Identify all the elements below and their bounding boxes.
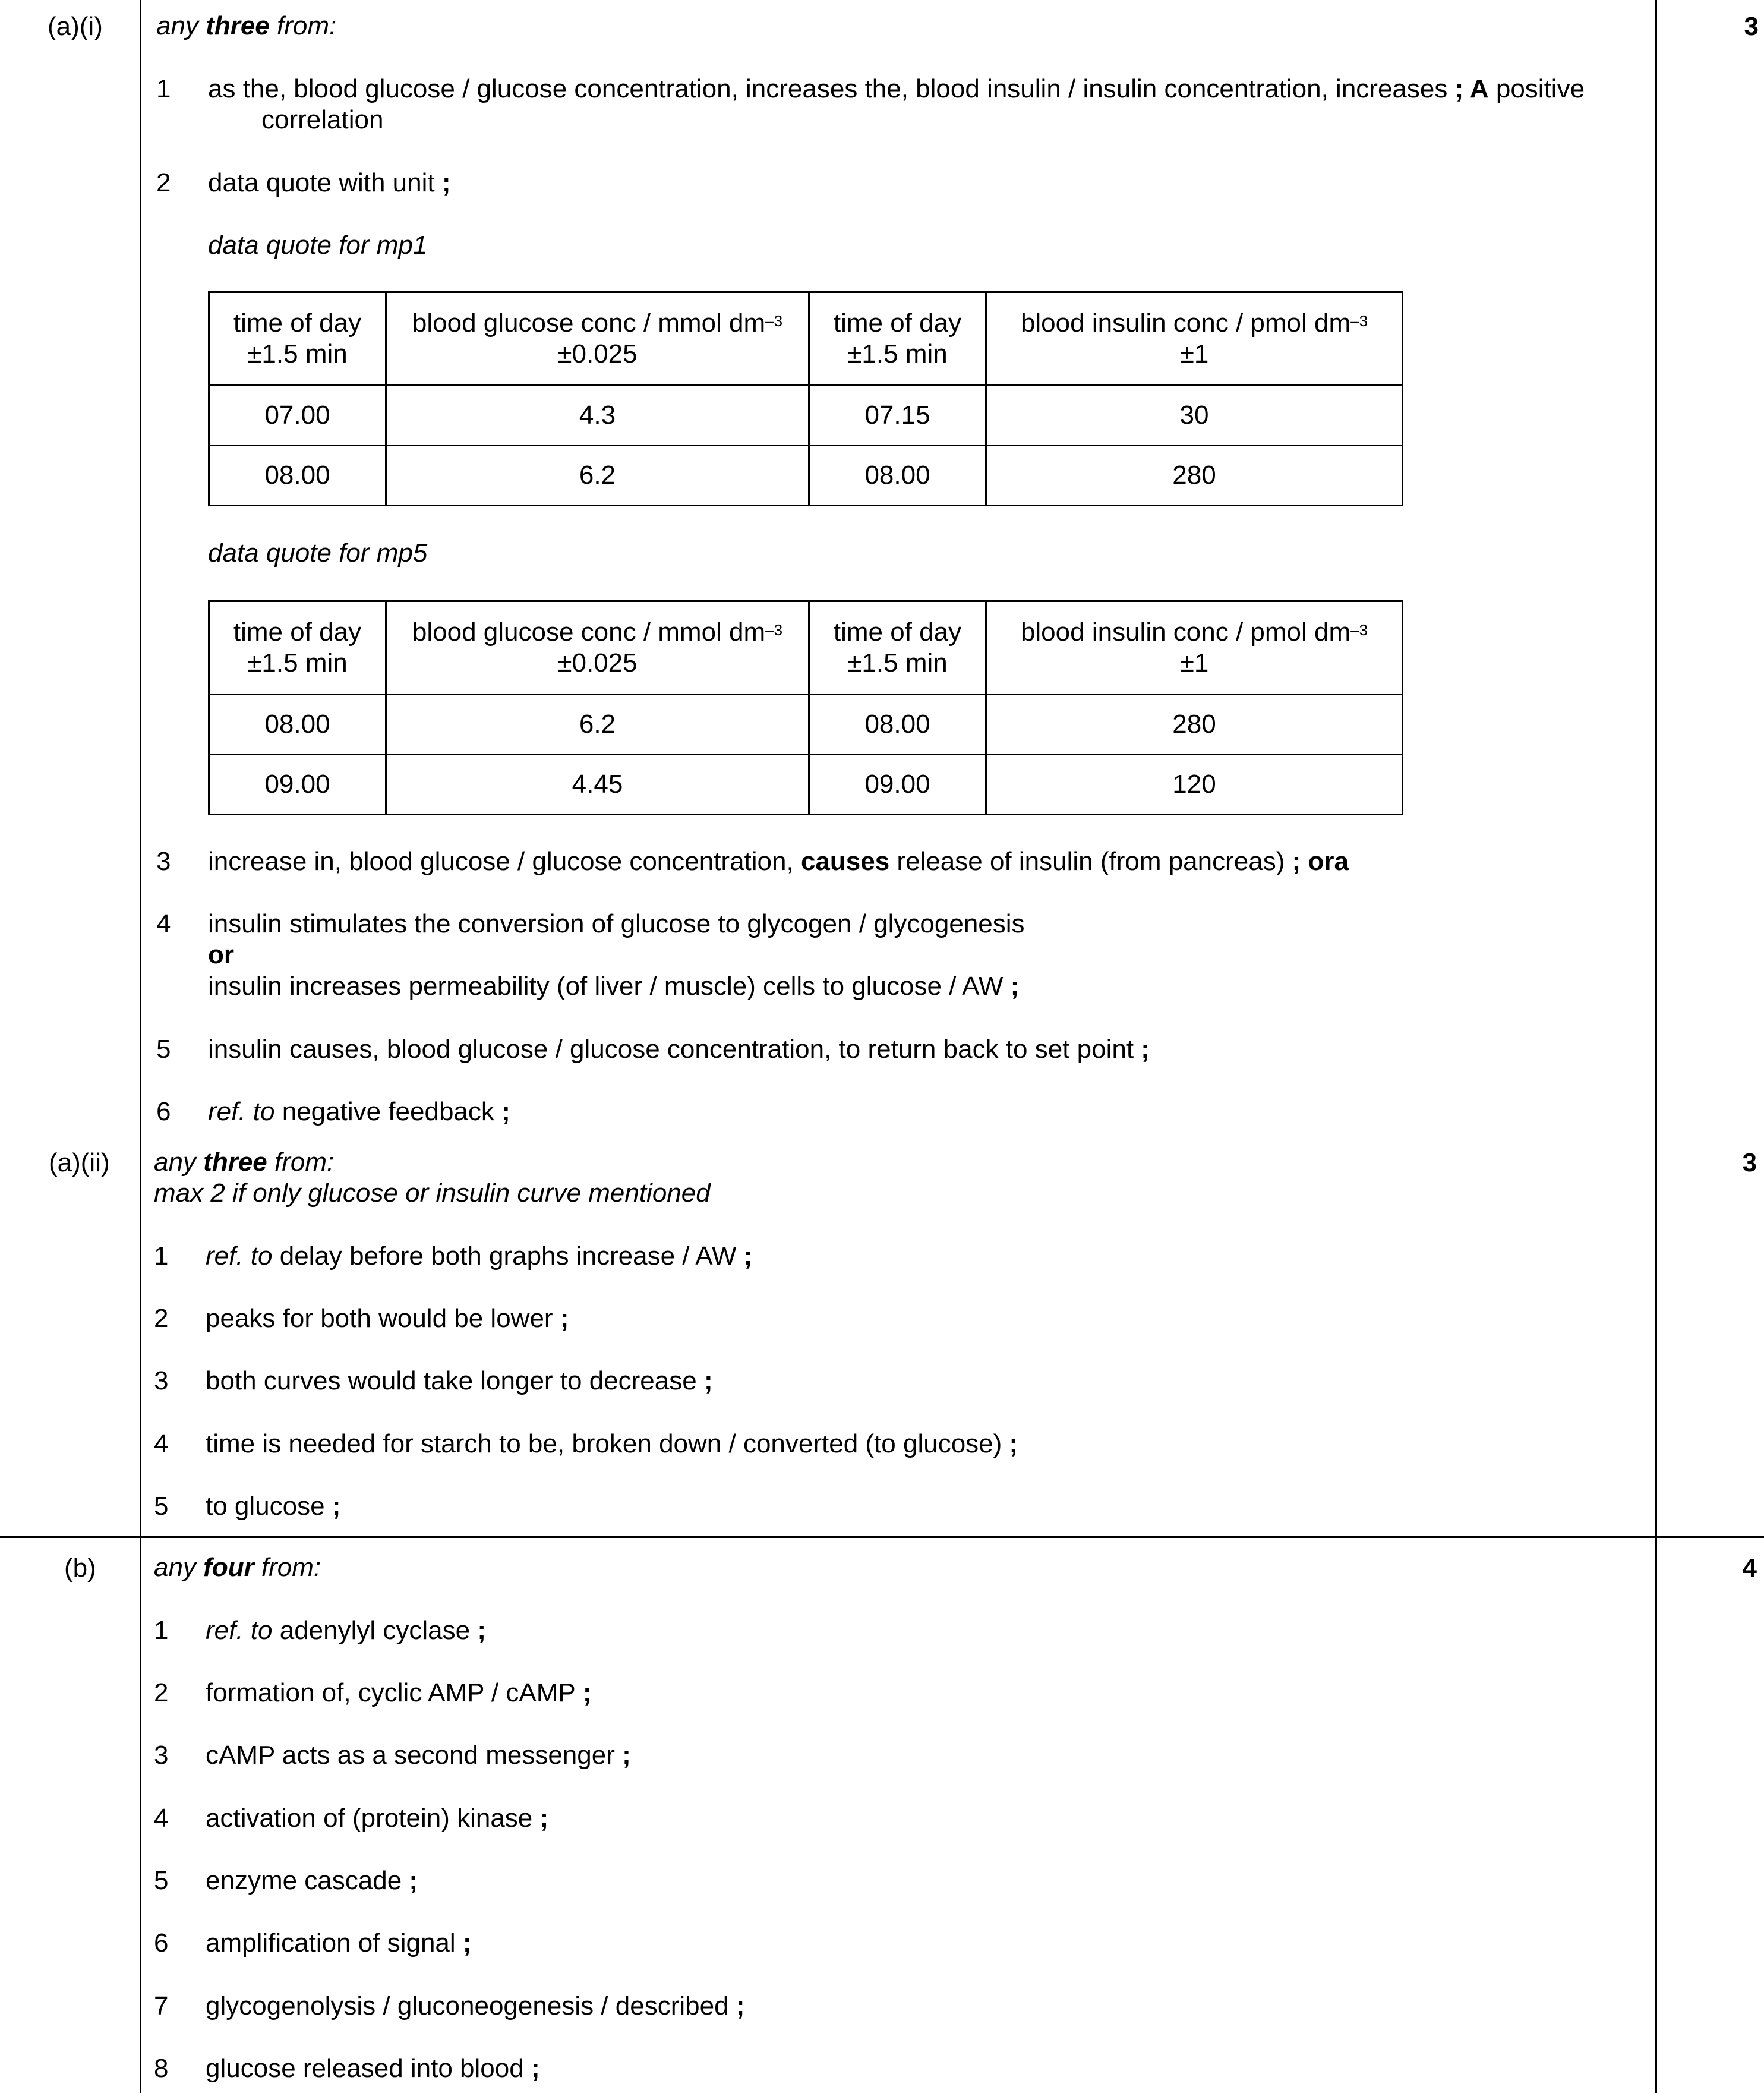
point-text-continued: correlation (261, 105, 384, 134)
point-text: ref. to adenylyl cyclase ; (206, 1616, 486, 1645)
point-number: 8 (154, 2054, 169, 2083)
point-text: data quote with unit ; (208, 168, 451, 197)
header-blood-glucose: blood glucose conc / mmol $dm^{-3}$ ±0.025 (386, 292, 809, 386)
point-text: time is needed for starch to be, broken down / converted (to glucose) ; (206, 1429, 1018, 1458)
point-number: 4 (154, 1429, 169, 1458)
point-number: 7 (154, 1991, 169, 2020)
intro-ai: any three from: (156, 11, 337, 40)
data-quote-label-mp5: data quote for mp5 (208, 538, 428, 568)
table-cell: 07.00 (209, 386, 386, 446)
question-label-b: (b) (64, 1553, 96, 1583)
point-number: 5 (156, 1035, 171, 1064)
point-number: 3 (154, 1741, 169, 1770)
table-cell: 08.00 (209, 695, 386, 755)
point-number: 1 (154, 1241, 169, 1271)
data-quote-table-mp5 (208, 600, 1403, 815)
table-cell: 4.3 (386, 386, 809, 446)
column-divider-left (140, 0, 141, 2093)
point-text: peaks for both would be lower ; (206, 1304, 569, 1333)
table-cell: 120 (986, 755, 1403, 815)
header-time-of-day: time of day ±1.5 min (209, 292, 386, 386)
point-number: 4 (154, 1804, 169, 1833)
point-number: 5 (154, 1492, 169, 1521)
point-text: insulin causes, blood glucose / glucose concentration, to return back to set point ; (208, 1035, 1150, 1064)
question-label-ai: (a)(i) (48, 12, 103, 41)
point-number: 2 (154, 1678, 169, 1707)
point-number: 1 (156, 74, 171, 103)
point-text: enzyme cascade ; (206, 1866, 418, 1895)
header-time-of-day: time of day ±1.5 min (209, 601, 386, 695)
point-text: amplification of signal ; (206, 1928, 472, 1958)
point-text: ref. to negative feedback ; (208, 1097, 510, 1126)
marks-aii: 3 (1742, 1148, 1757, 1177)
point-text: activation of (protein) kinase ; (206, 1804, 549, 1833)
point-number: 5 (154, 1866, 169, 1895)
point-text-or: or (208, 940, 234, 969)
table-cell: 280 (986, 695, 1403, 755)
point-number: 3 (154, 1366, 169, 1395)
table-cell: 280 (986, 446, 1403, 506)
intro-aii-max: max 2 if only glucose or insulin curve mentioned (154, 1178, 711, 1208)
point-text: both curves would take longer to decrease ; (206, 1366, 713, 1395)
table-row (209, 446, 1403, 506)
point-text: to glucose ; (206, 1492, 341, 1521)
table-cell: 6.2 (386, 695, 809, 755)
point-number: 6 (154, 1928, 169, 1958)
point-text: cAMP acts as a second messenger ; (206, 1741, 631, 1770)
data-quote-table-mp1 (208, 291, 1403, 506)
point-number: 2 (154, 1304, 169, 1333)
point-text: increase in, blood glucose / glucose concentration, causes release of insulin (from pancreas) ; ora (208, 847, 1349, 876)
table-row (209, 386, 1403, 446)
point-number: 3 (156, 847, 171, 876)
header-time-of-day: time of day ±1.5 min (809, 601, 986, 695)
marks-ai: 3 (1744, 12, 1759, 41)
point-text: as the, blood glucose / glucose concentration, increases the, blood insulin / insulin concentration, increases ; A positive (208, 74, 1585, 103)
marks-b: 4 (1742, 1553, 1757, 1583)
question-label-aii: (a)(ii) (49, 1148, 110, 1177)
intro-aii: any three from: (154, 1148, 335, 1177)
point-number: 1 (154, 1616, 169, 1645)
table-cell: 30 (986, 386, 1403, 446)
table-cell: 08.00 (809, 695, 986, 755)
point-text: formation of, cyclic AMP / cAMP ; (206, 1678, 592, 1707)
table-cell: 08.00 (809, 446, 986, 506)
point-text: glucose released into blood ; (206, 2054, 540, 2083)
table-cell: 07.15 (809, 386, 986, 446)
row-divider-b (0, 1536, 1764, 1538)
column-divider-right (1655, 0, 1657, 2093)
table-cell: 4.45 (386, 755, 809, 815)
point-text: glycogenolysis / gluconeogenesis / described ; (206, 1991, 745, 2020)
point-number: 2 (156, 168, 171, 197)
table-cell: 6.2 (386, 446, 809, 506)
header-time-of-day: time of day ±1.5 min (809, 292, 986, 386)
point-number: 6 (156, 1097, 171, 1126)
point-text: insulin stimulates the conversion of glucose to glycogen / glycogenesis (208, 909, 1025, 938)
header-blood-insulin: blood insulin conc / pmol $dm^{-3}$ ±1 (986, 601, 1403, 695)
table-cell: 09.00 (209, 755, 386, 815)
point-number: 4 (156, 909, 171, 938)
point-text: insulin increases permeability (of liver / muscle) cells to glucose / AW ; (208, 972, 1020, 1001)
table-cell: 09.00 (809, 755, 986, 815)
header-blood-glucose: blood glucose conc / mmol $dm^{-3}$ ±0.025 (386, 601, 809, 695)
data-quote-label-mp1: data quote for mp1 (208, 231, 428, 260)
table-cell: 08.00 (209, 446, 386, 506)
point-text: ref. to delay before both graphs increase / AW ; (206, 1241, 753, 1271)
table-row (209, 695, 1403, 755)
intro-b: any four from: (154, 1553, 321, 1582)
header-blood-insulin: blood insulin conc / pmol $dm^{-3}$ ±1 (986, 292, 1403, 386)
table-row (209, 755, 1403, 815)
